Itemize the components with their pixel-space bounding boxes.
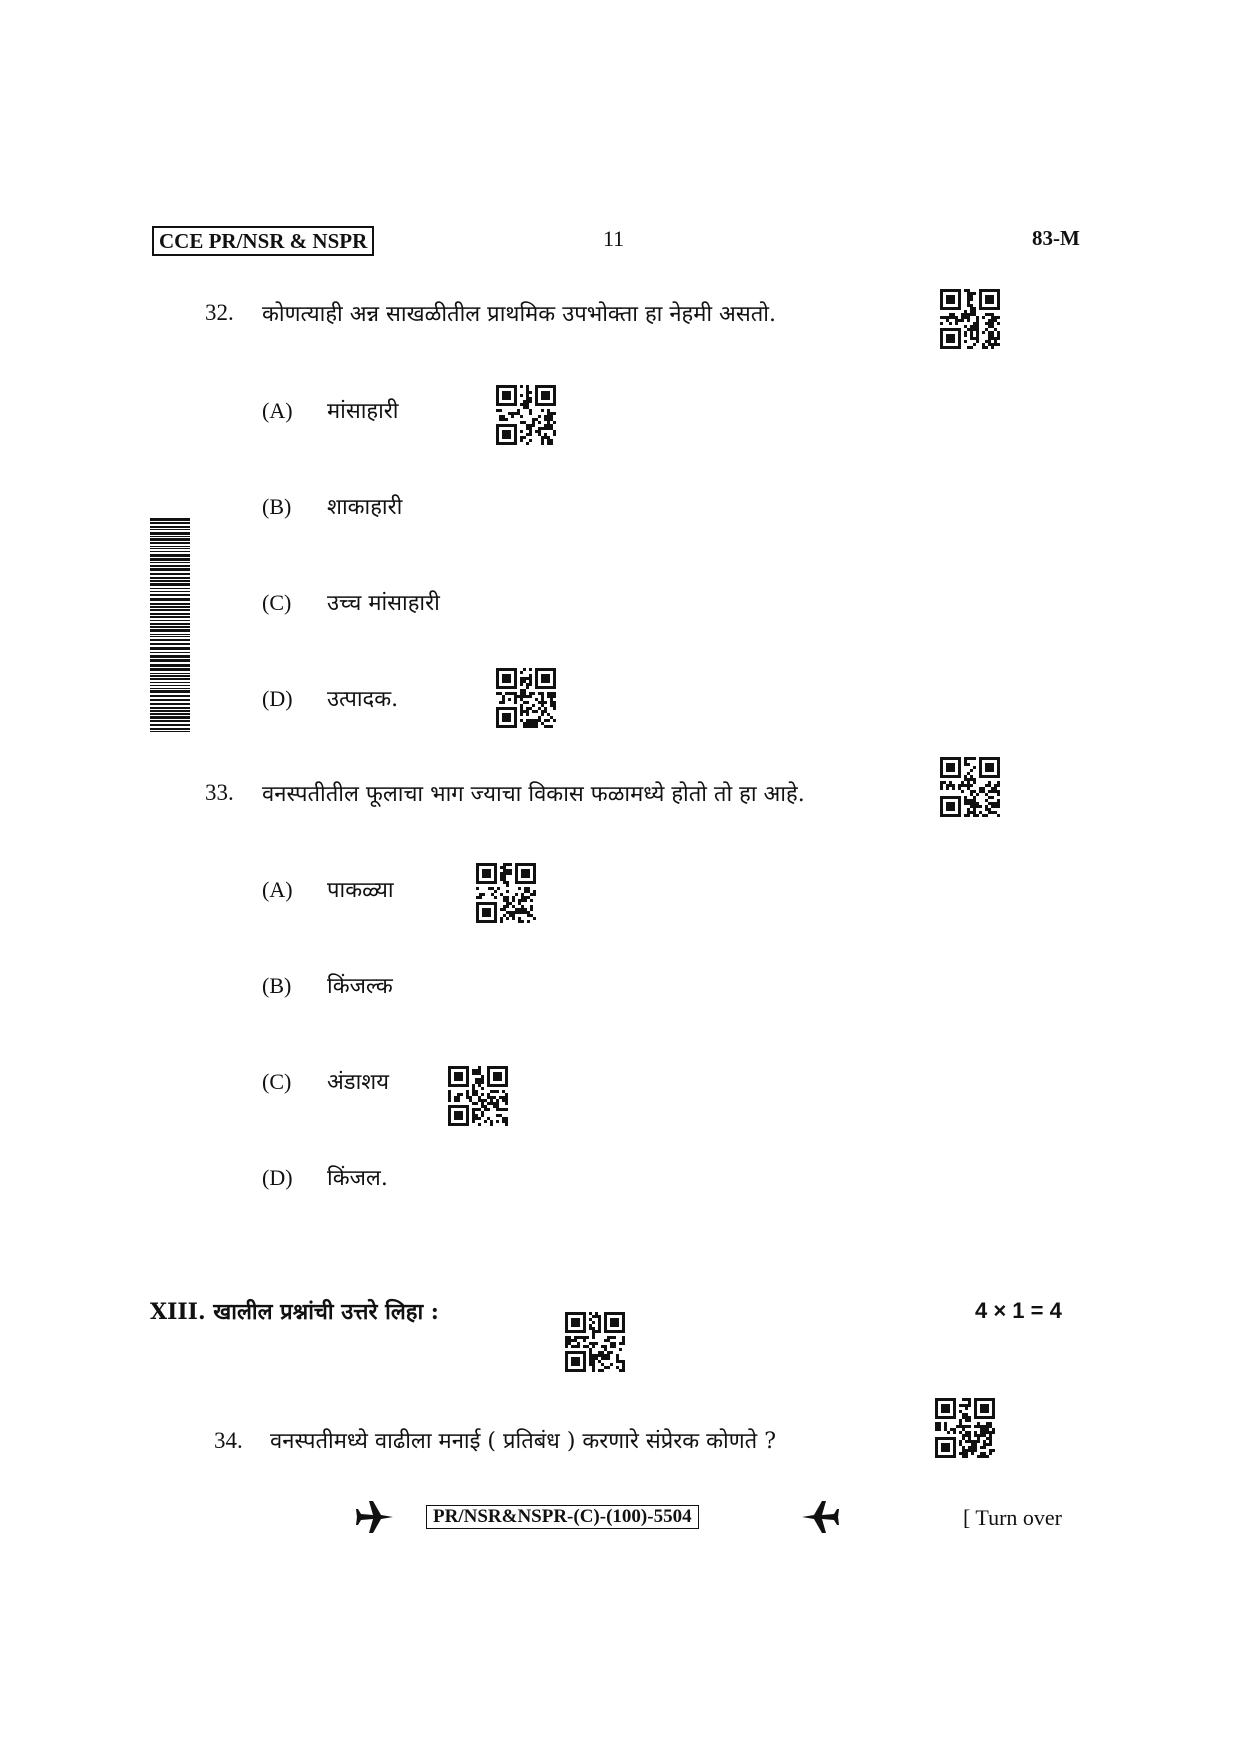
option-text: मांसाहारी xyxy=(327,399,399,424)
section-marks: 4 × 1 = 4 xyxy=(975,1298,1062,1323)
section-heading: XIII. खालील प्रश्नांची उत्तरे लिहा : xyxy=(150,1299,439,1325)
question-text: कोणत्याही अन्न साखळीतील प्राथमिक उपभोक्ता हा नेहमी असतो. xyxy=(262,302,776,327)
option-text: किंजल्क xyxy=(327,974,393,999)
airplane-right-icon xyxy=(800,1497,840,1537)
option-text: अंडाशय xyxy=(327,1070,389,1095)
question-text: वनस्पतीमध्ये वाढीला मनाई ( प्रतिबंध ) करणारे संप्रेरक कोणते ? xyxy=(270,1429,776,1454)
option-letter: (D) xyxy=(262,1165,293,1190)
barcode-icon xyxy=(150,518,190,732)
option-text: पाकळ्या xyxy=(327,878,394,903)
option-letter: (C) xyxy=(262,590,292,615)
option-text: उत्पादक. xyxy=(327,687,399,712)
qr-code-icon xyxy=(565,1312,625,1372)
option-letter: (A) xyxy=(262,398,293,423)
qr-code-icon xyxy=(496,385,556,445)
option-text: किंजल. xyxy=(327,1166,388,1191)
airplane-left-icon xyxy=(355,1497,395,1537)
paper-code-box: CCE PR/NSR & NSPR xyxy=(152,226,374,256)
turn-over-label: [ Turn over xyxy=(963,1505,1063,1530)
option-letter: (A) xyxy=(262,877,293,902)
question-number: 34. xyxy=(214,1428,243,1453)
subject-code: 83-M xyxy=(1032,226,1080,250)
qr-code-icon xyxy=(940,757,1000,817)
option-letter: (B) xyxy=(262,973,292,998)
question-text: वनस्पतीतील फूलाचा भाग ज्याचा विकास फळामध्ये होतो तो हा आहे. xyxy=(262,782,805,807)
qr-code-icon xyxy=(940,289,1000,349)
qr-code-icon xyxy=(935,1398,995,1458)
page-number: 11 xyxy=(603,226,625,251)
option-text: उच्च मांसाहारी xyxy=(327,591,440,616)
question-number: 33. xyxy=(205,780,234,805)
option-letter: (D) xyxy=(262,686,293,711)
footer-code-box: PR/NSR&NSPR-(C)-(100)-5504 xyxy=(426,1505,699,1529)
option-text: शाकाहारी xyxy=(327,495,403,520)
qr-code-icon xyxy=(448,1066,508,1126)
qr-code-icon xyxy=(476,863,536,923)
question-number: 32. xyxy=(205,300,234,325)
qr-code-icon xyxy=(496,668,556,728)
option-letter: (C) xyxy=(262,1069,292,1094)
option-letter: (B) xyxy=(262,494,292,519)
